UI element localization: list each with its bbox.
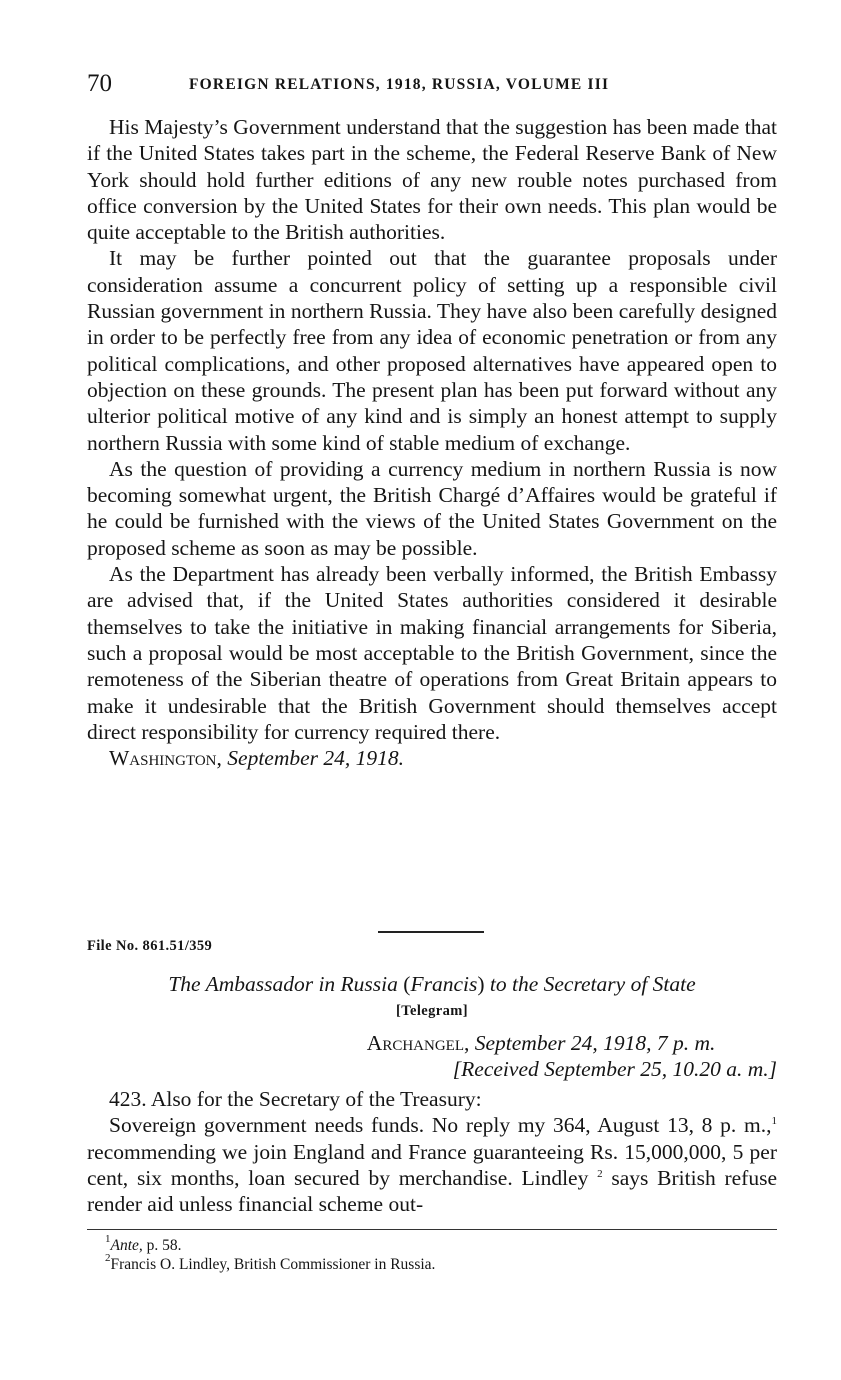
footnote-text: Francis O. Lindley, British Commissioner in Russia. — [110, 1256, 436, 1273]
footnote — [105, 1233, 785, 1255]
title-paren-close: ) — [477, 972, 490, 996]
paragraph: His Majesty’s Government understand that the suggestion has been made that if the United States takes part in the scheme, the Federal Reserve Bank of New York should hold further editions of any new rouble notes purchased from office conversion by the United States for their own needs. This plan would be quite acceptable to the British authorities. — [87, 115, 777, 245]
running-title: FOREIGN RELATIONS, 1918, RUSSIA, VOLUME III — [189, 76, 610, 93]
title-part1: The Ambassador in Russia — [168, 972, 398, 996]
footnote — [105, 1252, 785, 1274]
footnote-ref: 1 — [771, 1115, 777, 1128]
footnote-text: p. 58. — [142, 1237, 182, 1254]
dateline-place: Archangel, — [366, 1031, 470, 1055]
dateline-date: September 24, 1918, 7 p. m. — [474, 1031, 716, 1055]
title-paren-open: ( — [397, 972, 411, 996]
message-text: Sovereign government needs funds. No reply my 364, August 13, 8 p. m., — [109, 1113, 772, 1138]
signoff-date: September 24, 1918. — [227, 746, 405, 771]
telegram-label: [Telegram] — [396, 1003, 468, 1019]
message-text: says British refuse render aid unless financial scheme out- — [87, 1165, 777, 1217]
page-header — [87, 70, 777, 100]
message-text: recommending we join England and France guaranteeing Rs. 15,000,000, 5 per cent, six months, loan secured by merchandise. Lindley — [87, 1139, 777, 1190]
dateline — [367, 1030, 777, 1083]
page-number: 70 — [87, 70, 112, 97]
footnote-mark: 2 — [105, 1252, 111, 1264]
footnotes — [105, 1233, 785, 1274]
footnote-rule — [87, 1229, 777, 1230]
received-stamp: [Received September 25, 10.20 a. m.] — [452, 1057, 777, 1082]
telegram-body — [87, 1086, 777, 1217]
paragraph: It may be further pointed out that the guarantee proposals under consideration assume a concurrent policy of setting up a responsible civil Russian government in northern Russia. They have also been carefully designed in order to be perfectly free from any idea of economic penetration or from any political complications, and other proposed alternatives have appeared open to objection on these grounds. The present plan has been put forward without any ulterior political motive of any kind and is simply an honest attempt to supply northern Russia with some kind of stable medium of exchange. — [87, 246, 777, 455]
signoff — [87, 745, 777, 771]
paragraph: As the Department has already been verbally informed, the British Embassy are advised that, if the United States authorities considered it desirable themselves to take the initiative in making financial arrangements for Siberia, such a proposal would be most acceptable to the British Government, since the remoteness of the Siberian theatre of operations from Great Britain appears to make it undesirable that the British Government should themselves accept direct responsibility for currency required there. — [87, 562, 777, 744]
file-number: File No. 861.51/359 — [87, 938, 213, 954]
letter-body — [87, 114, 777, 771]
paragraph: As the question of providing a currency medium in northern Russia is now becoming somewhat urgent, the British Chargé d’Affaires would be grateful if he could be furnished with the views of the United States Government on the proposed scheme as soon as may be possible. — [87, 456, 777, 560]
title-part2: to the Secretary of State — [489, 972, 696, 996]
footnote-italic: Ante, — [110, 1237, 143, 1254]
section-divider — [378, 931, 484, 933]
footnote-ref: 2 — [597, 1167, 603, 1180]
message-line: 423. Also for the Secretary of the Treasury: — [109, 1087, 482, 1111]
document-title — [87, 970, 777, 998]
footnote-mark: 1 — [105, 1233, 111, 1245]
title-name: Francis — [410, 972, 478, 996]
message-paragraph — [87, 1112, 777, 1217]
signoff-place: Washington, — [109, 746, 222, 771]
